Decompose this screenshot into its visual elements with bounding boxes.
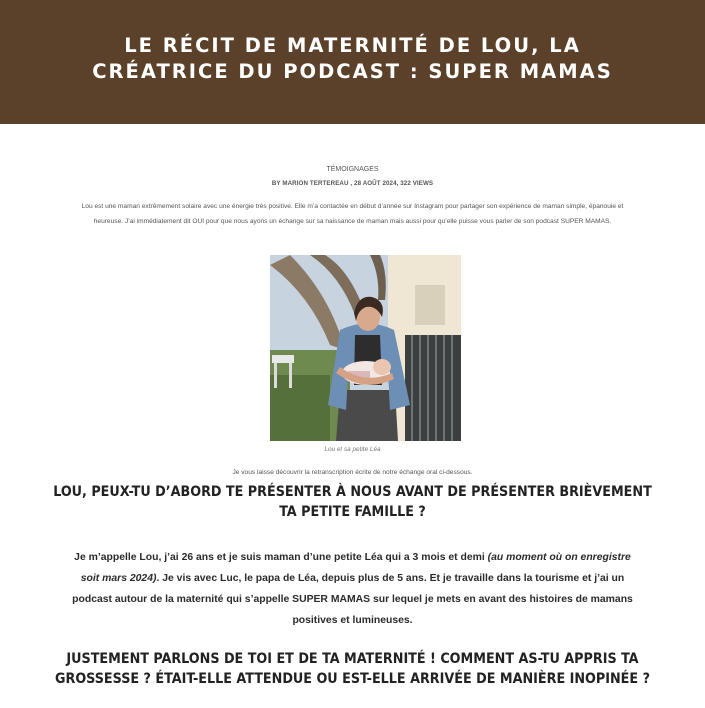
- answer-text: Je m’appelle Lou, j’ai 26 ans et je suis maman d’une petite Léa qui a 3 mois et demi: [74, 552, 488, 563]
- article-byline: BY MARION TERTEREAU , 28 AOÛT 2024, 322 VIEWS: [271, 180, 434, 187]
- article-category[interactable]: TÉMOIGNAGES: [326, 166, 379, 173]
- answer-note: (au moment où on enregistre soit mars 2024): [80, 552, 631, 584]
- answer-text: . Je vis avec Luc, le papa de Léa, depuis plus de 5 ans. Et je travaille dans la tourisme et j’ai un podcast autour de la maternité qui s’appelle SUPER MAMAS sur lequel je mets en avant des histoires de mamans positives et lumineuses.: [72, 573, 633, 626]
- question-heading: LOU, PEUX-TU D’ABORD TE PRÉSENTER À NOUS AVANT DE PRÉSENTER BRIÈVEMENT TA PETITE FAMILLE ?: [53, 484, 652, 520]
- article-photo: [270, 255, 461, 441]
- transcript-note: Je vous laisse découvrir la retranscription écrite de notre échange oral ci-dessous.: [232, 469, 473, 476]
- article-intro: Lou est une maman extrêmement solaire avec une énergie très positive. Elle m’a contactée en début d’année sur Instagram pour partager son expérience de maman simple, épanouie et heureuse. J’ai immédiatement dit OUI pour que nous ayons un échange sur sa naissance de maman mais aussi pour qu’elle puisse vous parler de son podcast SUPER MAMAS.: [81, 203, 624, 225]
- answer-paragraph: [70, 547, 635, 631]
- question-heading: JUSTEMENT PARLONS DE TOI ET DE TA MATERNITÉ ! COMMENT AS-TU APPRIS TA GROSSESSE ? ÉTAIT-ELLE ATTENDUE OU EST-ELLE ARRIVÉE DE MANIÈRE INOPINÉE ?: [55, 651, 650, 687]
- page-header: [0, 0, 705, 124]
- article-title: LE RÉCIT DE MATERNITÉ DE LOU, LA CRÉATRICE DU PODCAST : SUPER MAMAS: [92, 34, 613, 83]
- photo-caption: Lou et sa petite Léa: [324, 446, 381, 453]
